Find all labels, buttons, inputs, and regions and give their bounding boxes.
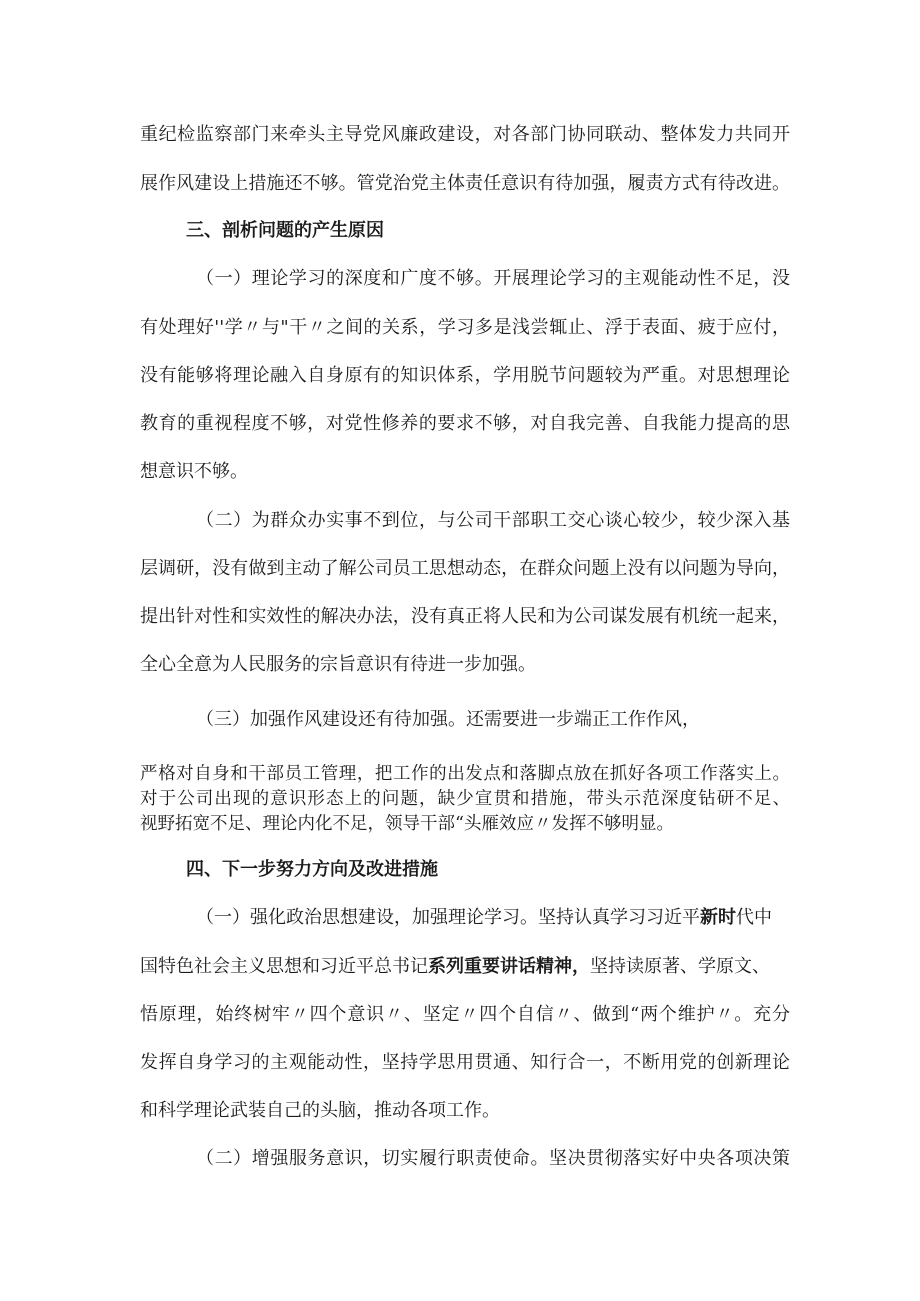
paragraph-line: 想意识不够。 — [140, 461, 248, 482]
paragraph-line: （二）为群众办实事不到位，与公司干部职工交心谈心较少，较少深入基 — [196, 510, 790, 531]
paragraph-line: 教育的重视程度不够，对党性修养的要求不够，对自我完善、自我能力提高的思 — [140, 413, 790, 434]
text-run: 坚持读原著、学原文、 — [590, 956, 770, 977]
paragraph-line: （一）理论学习的深度和广度不够。开展理论学习的主观能动性不足，没 — [196, 268, 790, 289]
paragraph-line: 重纪检监察部门来牵头主导党风廉政建设，对各部门协同联动、整体发力共同开 — [140, 124, 790, 145]
paragraph-line: 严格对自身和干部员工管理，把工作的出发点和落脚点放在抓好各项工作落实上。 — [140, 764, 790, 784]
paragraph-line: 全心全意为人民服务的宗旨意识有待进一步加强。 — [140, 654, 536, 675]
paragraph-line: 展作风建设上措施还不够。管党治党主体责任意识有待加强，履责方式有待改进。 — [140, 173, 790, 194]
paragraph-line: 没有能够将理论融入自身原有的知识体系，学用脱节问题较为严重。对思想理论 — [140, 365, 790, 386]
paragraph-line: 悟原理，始终树牢〃四个意识〃、坚定〃四个自信〃、做到“两个维护〃。充分 — [140, 1004, 790, 1025]
paragraph-line: 发挥自身学习的主观能动性，坚持学思用贯通、知行合一，不断用党的创新理论 — [140, 1052, 790, 1073]
paragraph-line: 视野拓宽不足、理论内化不足，领导干部“头雁效应〃发挥不够明显。 — [140, 814, 674, 834]
paragraph-line: （二）增强服务意识，切实履行职责使命。坚决贯彻落实好中央各项决策 — [196, 1148, 790, 1169]
section-heading-3: 三、剖析问题的产生原因 — [186, 220, 384, 241]
bold-text-run: 新时 — [700, 907, 736, 928]
text-run: （一）强化政治思想建设，加强理论学习。坚持认真学习习近平 — [196, 907, 700, 928]
text-run: 国特色社会主义思想和习近平总书记 — [140, 956, 428, 977]
paragraph-line: 提出针对性和实效性的解决办法，没有真正将人民和为公司谋发展有机统一起来， — [140, 606, 790, 627]
section-heading-4: 四、下一步努力方向及改进措施 — [186, 859, 438, 880]
text-run: 代中 — [736, 907, 772, 928]
paragraph-line: （三）加强作风建设还有待加强。还需要进一步端正工作作风， — [196, 709, 700, 730]
paragraph-line: 层调研，没有做到主动了解公司员工思想动态，在群众问题上没有以问题为导向， — [140, 558, 790, 579]
paragraph-line: 和科学理论武装自己的头脑，推动各项工作。 — [140, 1100, 500, 1121]
paragraph-line: 有处理好''学〃与"干〃之间的关系，学习多是浅尝辄止、浮于表面、疲于应付， — [140, 317, 790, 338]
paragraph-line: 对于公司出现的意识形态上的问题，缺少宣贯和措施，带头示范深度钻研不足、 — [140, 789, 790, 809]
bold-text-run: 系列重要讲话精神， — [428, 956, 590, 977]
paragraph-line — [140, 955, 790, 979]
paragraph-line — [196, 906, 790, 930]
